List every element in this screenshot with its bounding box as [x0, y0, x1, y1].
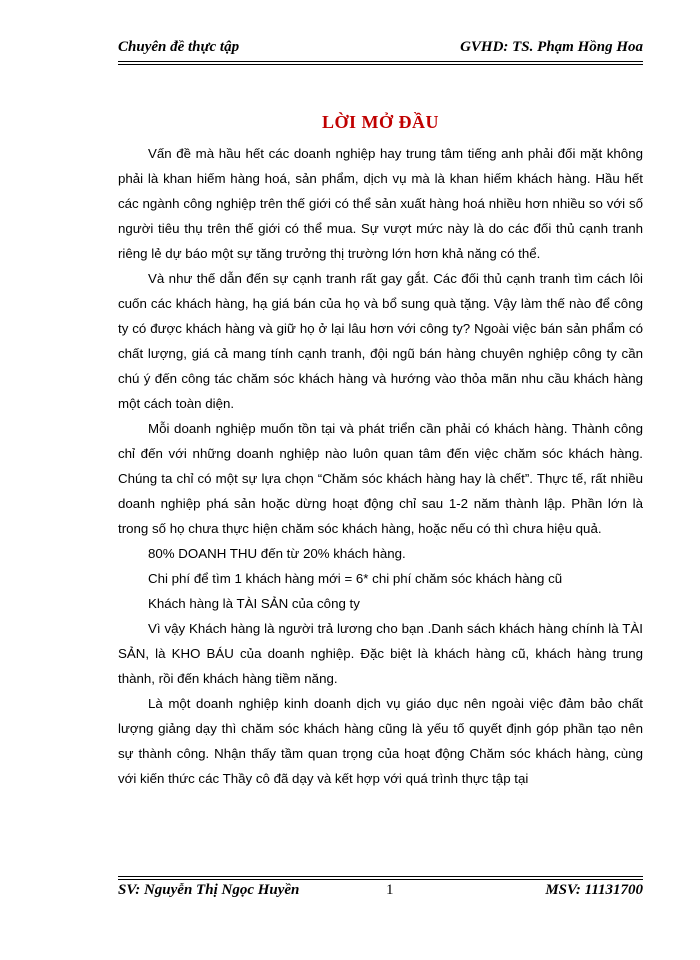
paragraph: Mỗi doanh nghiệp muốn tồn tại và phát triển cần phải có khách hàng. Thành công chỉ đến với những doanh nghiệp nào luôn quan tâm đến việc chăm sóc khách hàng. Chúng ta chỉ có một sự lựa chọn “Chăm sóc khách hàng hay là chết”. Thực tế, rất nhiều doanh nghiệp phá sản hoặc dừng hoạt động chỉ sau 1-2 năm thành lập. Phần lớn là trong số họ chưa thực hiện chăm sóc khách hàng, hoặc nếu có thì chưa hiệu quả. [118, 421, 643, 536]
paragraph: Vấn đề mà hầu hết các doanh nghiệp hay trung tâm tiếng anh phải đối mặt không phải là khan hiếm hàng hoá, sản phẩm, dịch vụ mà là khan hiếm khách hàng. Hầu hết các ngành công nghiệp trên thế giới có thể sản xuất hàng hoá nhiều hơn nhiều so với số người tiêu thụ trên thế giới có thể mua. Sự vượt mức này là do các đối thủ cạnh tranh riêng lẻ dự báo một sự tăng trưởng thị trường lớn hơn khả năng có thể. [118, 146, 643, 261]
header-left-text: Chuyên đề thực tập [118, 39, 240, 55]
paragraph: Chi phí để tìm 1 khách hàng mới = 6* chi phí chăm sóc khách hàng cũ [148, 571, 563, 586]
footer-student-name: SV: Nguyễn Thị Ngọc Huyền [118, 882, 300, 898]
page-footer [118, 882, 643, 906]
header-right-text: GVHD: TS. Phạm Hồng Hoa [460, 39, 643, 55]
paragraph: Và như thế dẫn đến sự cạnh tranh rất gay gắt. Các đối thủ cạnh tranh tìm cách lôi cuốn các khách hàng, hạ giá bán của họ và bổ sung quà tặng. Vậy làm thế nào để công ty có được khách hàng và giữ họ ở lại lâu hơn với công ty? Ngoài việc bán sản phẩm có chất lượng, giá cả mang tính cạnh tranh, đội ngũ bán hàng chuyên nghiệp công ty cần chú ý đến công tác chăm sóc khách hàng và hướng vào thỏa mãn nhu cầu khách hàng một cách toàn diện. [118, 271, 643, 411]
paragraph: Khách hàng là TÀI SẢN của công ty [148, 596, 360, 611]
header-rule-top [118, 61, 643, 62]
page-number: 1 [386, 882, 394, 898]
paragraph: Vì vậy Khách hàng là người trả lương cho bạn .Danh sách khách hàng chính là TÀI SẢN, là KHO BÁU của doanh nghiệp. Đặc biệt là khách hàng cũ, khách hàng trung thành, rồi đến khách hàng tiềm năng. [118, 621, 643, 686]
footer-rule-top [118, 876, 643, 877]
header-rule-bottom [118, 64, 643, 65]
body-text [118, 141, 643, 791]
paragraph: 80% DOANH THU đến từ 20% khách hàng. [148, 546, 406, 561]
paragraph: Là một doanh nghiệp kinh doanh dịch vụ giáo dục nên ngoài việc đảm bảo chất lượng giảng dạy thì chăm sóc khách hàng cũng là yếu tố quyết định góp phần tạo nên sự thành công. Nhận thấy tầm quan trọng của hoạt động Chăm sóc khách hàng, cùng với kiến thức các Thầy cô đã dạy và kết hợp với quá trình thực tập tại [118, 696, 643, 786]
page-header [118, 35, 643, 59]
footer-rule-bottom [118, 879, 643, 880]
footer-student-id: MSV: 11131700 [545, 882, 643, 898]
page-title: LỜI MỞ ĐẦU [322, 112, 439, 132]
